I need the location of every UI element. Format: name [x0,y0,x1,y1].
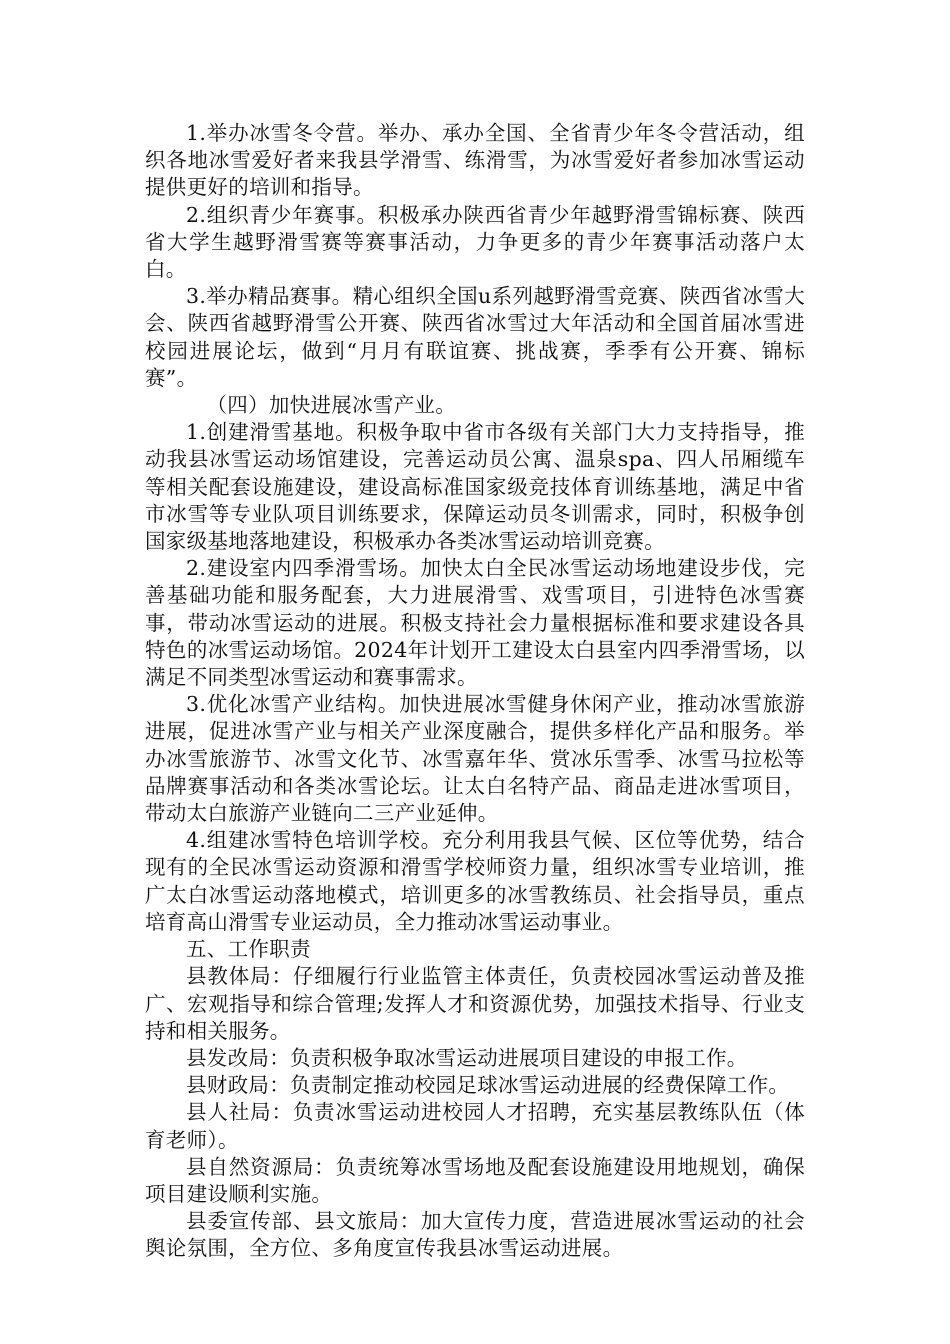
paragraph-winter-camp: 1.举办冰雪冬令营。举办、承办全国、全省青少年冬令营活动，组织各地冰雪爱好者来我县学滑雪、练滑雪，为冰雪爱好者参加冰雪运动提供更好的培训和指导。 [145,121,805,200]
paragraph-education-sports-bureau: 县教体局：仔细履行行业监管主体责任，负责校园冰雪运动普及推广、宏观指导和综合管理;发挥人才和资源优势，加强技术指导、行业支持和相关服务。 [145,964,805,1043]
document-page [145,120,805,1263]
paragraph-human-resources-bureau: 县人社局：负责冰雪运动进校园人才招聘，充实基层教练队伍（体育老师）。 [145,1100,805,1152]
paragraph-natural-resources-bureau: 县自然资源局：负责统筹冰雪场地及配套设施建设用地规划，确保项目建设顺利实施。 [145,1154,805,1206]
section-heading-responsibilities: 五、工作职责 [186,937,311,962]
paragraph-development-reform-bureau: 县发改局：负责积极争取冰雪运动进展项目建设的申报工作。 [186,1045,748,1070]
paragraph-ski-base: 1.创建滑雪基地。积极争取中省市各级有关部门大力支持指导，推动我县冰雪运动场馆建设，完善运动员公寓、温泉spa、四人吊厢缆车等相关配套设施建设，建设高标准国家级竞技体育训练基地，满足中省市冰雪等专业队项目训练要求，保障运动员冬训需求，同时，积极争创国家级基地落地建设，积极承办各类冰雪运动培训竞赛。 [145,420,805,554]
paragraph-finance-bureau: 县财政局：负责制定推动校园足球冰雪运动进展的经费保障工作。 [186,1073,790,1098]
paragraph-training-school: 4.组建冰雪特色培训学校。充分利用我县气候、区位等优势，结合现有的全民冰雪运动资源和滑雪学校师资力量，组织冰雪专业培训，推广太白冰雪运动落地模式，培训更多的冰雪教练员、社会指导员，重点培育高山滑雪专业运动员，全力推动冰雪运动事业。 [145,828,805,934]
paragraph-publicity-tourism: 县委宣传部、县文旅局：加大宣传力度，营造进展冰雪运动的社会舆论氛围，全方位、多角度宣传我县冰雪运动进展。 [145,1209,805,1261]
paragraph-premium-events: 3.举办精品赛事。精心组织全国u系列越野滑雪竞赛、陕西省冰雪大会、陕西省越野滑雪公开赛、陕西省冰雪过大年活动和全国首届冰雪进校园进展论坛，做到“月月有联谊赛、挑战赛，季季有公开赛、锦标赛”。 [145,284,805,390]
section-heading-industry: （四）加快进展冰雪产业。 [206,393,457,418]
paragraph-indoor-ski-resort: 2.建设室内四季滑雪场。加快太白全民冰雪运动场地建设步伐，完善基础功能和服务配套，大力进展滑雪、戏雪项目，引进特色冰雪赛事，带动冰雪运动的进展。积极支持社会力量根据标准和要求建设各具特色的冰雪运动场馆。2024年计划开工建设太白县室内四季滑雪场，以满足不同类型冰雪运动和赛事需求。 [145,556,805,690]
paragraph-youth-competition: 2.组织青少年赛事。积极承办陕西省青少年越野滑雪锦标赛、陕西省大学生越野滑雪赛等赛事活动，力争更多的青少年赛事活动落户太白。 [145,202,805,282]
paragraph-industry-structure: 3.优化冰雪产业结构。加快进展冰雪健身休闲产业，推动冰雪旅游进展，促进冰雪产业与相关产业深度融合，提供多样化产品和服务。举办冰雪旅游节、冰雪文化节、冰雪嘉年华、赏冰乐雪季、冰雪马拉松等品牌赛事活动和各类冰雪论坛。让太白名特产品、商品走进冰雪项目，带动太白旅游产业链向二三产业延伸。 [145,692,805,826]
